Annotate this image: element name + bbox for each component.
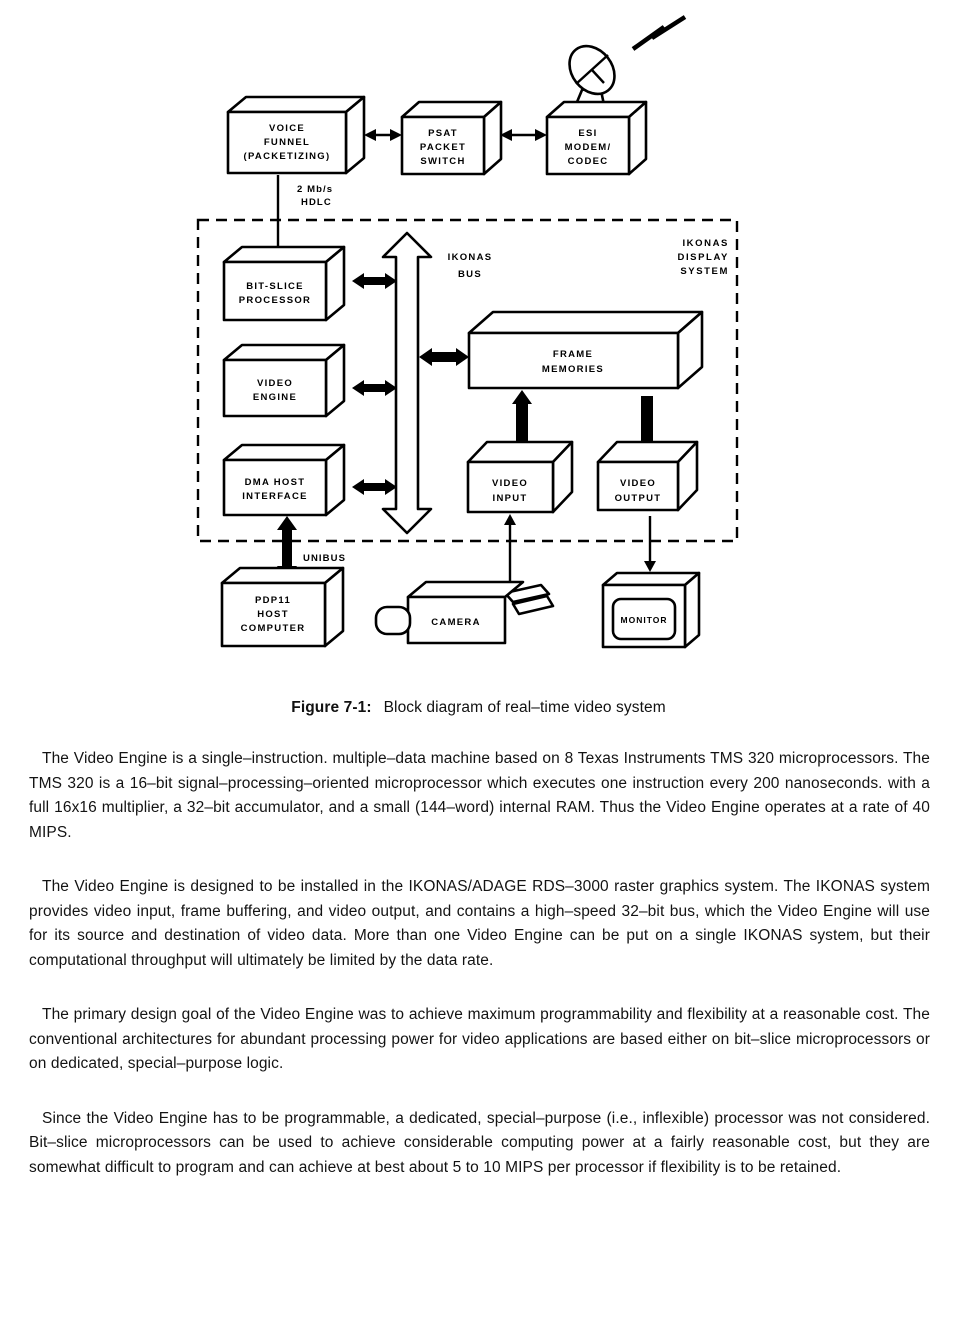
psat-label: PSAT <box>428 128 458 139</box>
svg-text:COMPUTER: COMPUTER <box>240 623 306 634</box>
video-input-label: VIDEO <box>491 478 529 489</box>
funnel-psat-arrowhead-left <box>364 129 376 141</box>
voice-funnel-box <box>228 97 364 173</box>
monitor-label: MONITOR <box>620 615 668 625</box>
camera-label: CAMERA <box>431 617 481 628</box>
svg-text:(PACKETIZING): (PACKETIZING) <box>243 151 331 162</box>
hdlc-link-label <box>297 184 333 208</box>
svg-text:OUTPUT: OUTPUT <box>614 493 662 504</box>
psat-packet-switch-box <box>402 102 501 174</box>
body-paragraph-4: Since the Video Engine has to be programmable, a dedicated, special–purpose (i.e., inflexible) processor was not considered. Bit–slice microprocessors can be used to achieve considerable computing power at a fairly reasonable cost, but they are somewhat difficult to program and can achieve at best about 5 to 10 MIPS per processor if flexibility is to be retained. <box>29 1109 930 1176</box>
dma-label: DMA HOST <box>244 477 306 488</box>
svg-text:FUNNEL: FUNNEL <box>263 137 311 148</box>
figure-caption-text: Block diagram of real–time video system <box>383 699 666 716</box>
video-output-label: VIDEO <box>619 478 657 489</box>
voice-funnel-label: VOICE <box>268 123 306 134</box>
pdp11-host-computer-box <box>222 568 343 646</box>
svg-text:IKONAS: IKONAS <box>682 238 729 249</box>
lightning-bolt-icon <box>633 17 685 49</box>
svg-text:PACKET: PACKET <box>419 142 467 153</box>
bit-slice-label: BIT-SLICE <box>246 281 304 292</box>
svg-text:2 Mb/s: 2 Mb/s <box>297 184 334 195</box>
svg-text:INPUT: INPUT <box>492 493 528 504</box>
svg-text:INTERFACE: INTERFACE <box>242 491 308 502</box>
funnel-psat-arrowhead-right <box>390 129 402 141</box>
esi-label: ESI <box>578 128 598 139</box>
dma-bus-arrow <box>352 479 397 495</box>
svg-text:CODEC: CODEC <box>567 156 609 167</box>
video-input-box <box>468 442 572 512</box>
figure-caption-label: Figure 7-1: <box>291 699 372 716</box>
frame-memories-label: FRAME <box>552 349 594 360</box>
svg-text:IKONAS: IKONAS <box>447 252 493 263</box>
ikonas-display-system-label <box>677 238 729 277</box>
esi-modem-codec-box <box>547 102 646 174</box>
frame-memories-box <box>469 312 702 388</box>
video-engine-bus-arrow <box>352 380 397 396</box>
video-engine-box <box>224 345 344 416</box>
svg-text:MODEM/: MODEM/ <box>564 142 612 153</box>
video-output-box <box>598 442 697 510</box>
body-paragraph-1: The Video Engine is a single–instruction. multiple–data machine based on 8 Texas Instruments TMS 320 microprocessors. The TMS 320 is a 16–bit signal–processing–oriented microprocessor which executes one instruction every 200 nanoseconds. with a full 16x16 multiplier, a 32–bit accumulator, and a small (144–word) internal RAM. Thus the Video Engine operates at a rate of 40 MIPS. <box>29 750 930 841</box>
ikonas-bus-label <box>448 252 493 280</box>
figure-caption <box>0 699 957 717</box>
camera-video-input-arrowhead <box>504 514 516 525</box>
svg-text:PROCESSOR: PROCESSOR <box>238 295 312 306</box>
unibus-label: UNIBUS <box>303 553 347 564</box>
body-text <box>29 747 930 1210</box>
body-paragraph-3: The primary design goal of the Video Engine was to achieve maximum programmability and flexibility at a reasonable cost. The conventional architectures for abundant processing power for video applications are based either on bit–slice microprocessors or on dedicated, special–purpose logic. <box>29 1006 930 1072</box>
svg-text:HOST: HOST <box>257 609 289 620</box>
camera-icon <box>376 582 553 643</box>
svg-text:SYSTEM: SYSTEM <box>680 266 729 277</box>
svg-text:SWITCH: SWITCH <box>420 156 466 167</box>
video-engine-label: VIDEO <box>256 378 294 389</box>
svg-text:HDLC: HDLC <box>301 197 332 208</box>
svg-text:MEMORIES: MEMORIES <box>541 364 605 375</box>
monitor-icon <box>603 573 699 647</box>
bus-frame-memories-arrow <box>419 348 469 366</box>
svg-text:DISPLAY: DISPLAY <box>677 252 729 263</box>
pdp11-label: PDP11 <box>254 595 292 606</box>
bit-slice-bus-arrow <box>352 273 397 289</box>
psat-esi-arrowhead-right <box>535 129 547 141</box>
svg-text:ENGINE: ENGINE <box>252 392 298 403</box>
svg-text:BUS: BUS <box>458 269 482 280</box>
body-paragraph-2: The Video Engine is designed to be installed in the IKONAS/ADAGE RDS–3000 raster graphics system. The IKONAS system provides video input, frame buffering, and video output, and contains a high–speed 32–bit bus, which the Video Engine will use for its source and destination of video data. More than one Video Engine can be put on a single IKONAS system, but their computational throughput will ultimately be limited by the data rate. <box>29 878 930 969</box>
video-output-monitor-arrowhead <box>644 561 656 572</box>
dma-host-interface-box <box>224 445 344 515</box>
bit-slice-processor-box <box>224 247 344 320</box>
